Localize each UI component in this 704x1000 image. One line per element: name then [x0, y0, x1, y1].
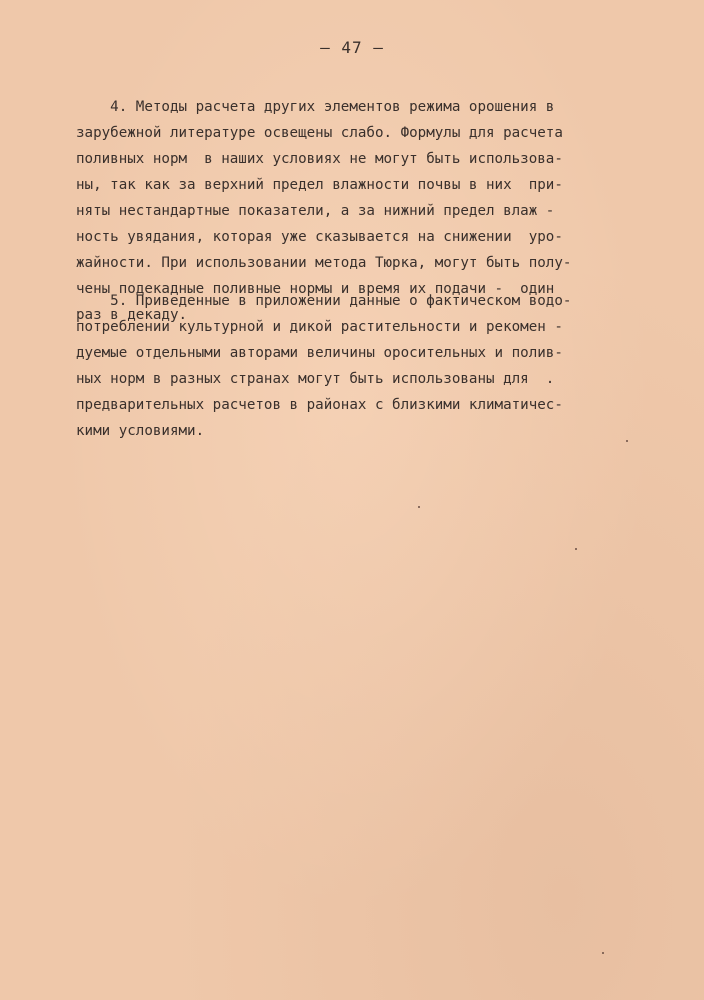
page-number: — 47 — — [320, 38, 384, 57]
text-line: ных норм в разных странах могут быть использованы для . — [76, 371, 555, 387]
text-line: раз в декаду. — [76, 307, 188, 323]
text-line: потреблении культурной и дикой растительности и рекомен - — [76, 319, 563, 335]
paragraph-5 — [76, 288, 596, 444]
text-line: ность увядания, которая уже сказывается на снижении уро- — [76, 229, 563, 245]
paper-speck — [575, 548, 577, 550]
text-line: дуемые отдельными авторами величины оросительных и полив- — [76, 345, 563, 361]
text-line: 5. Приведенные в приложении данные о фактическом водо- — [76, 293, 572, 309]
paper-speck — [602, 952, 604, 954]
paper-speck — [626, 440, 628, 442]
text-line: няты нестандартные показатели, а за нижний предел влаж - — [76, 203, 555, 219]
text-line: предварительных расчетов в районах с близкими климатичес- — [76, 397, 563, 413]
text-line: ны, так как за верхний предел влажности почвы в них при- — [76, 177, 563, 193]
text-line: жайности. При использовании метода Тюрка, могут быть полу- — [76, 255, 572, 271]
text-line: поливных норм в наших условиях не могут быть использова- — [76, 151, 563, 167]
text-line: зарубежной литературе освещены слабо. Формулы для расчета — [76, 125, 563, 141]
text-line: кими условиями. — [76, 423, 205, 439]
text-line: 4. Методы расчета других элементов режима орошения в — [76, 99, 555, 115]
text-line: чены подекадные поливные нормы и время их подачи - один — [76, 281, 555, 297]
paper-speck — [418, 506, 420, 508]
